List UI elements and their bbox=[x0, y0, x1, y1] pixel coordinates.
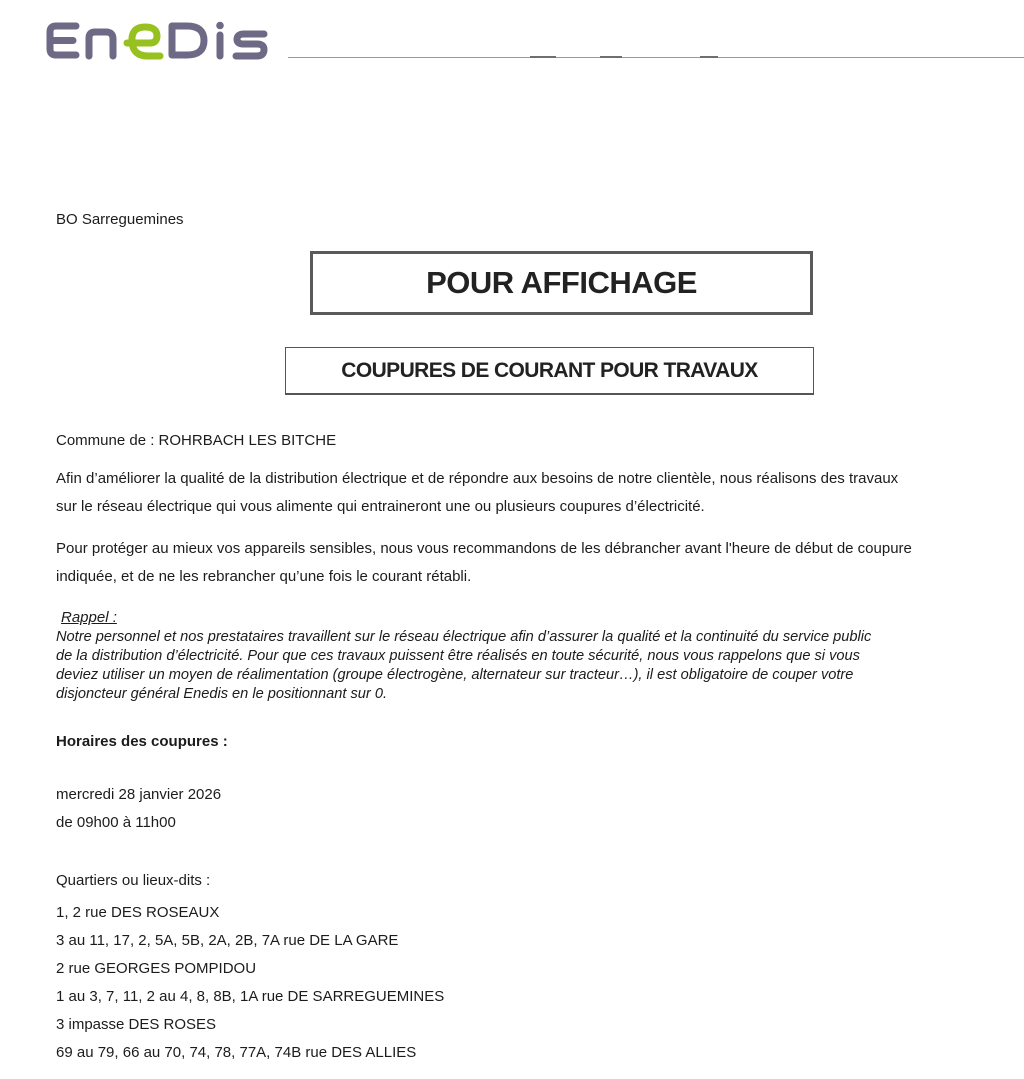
commune-line: Commune de : ROHRBACH LES BITCHE bbox=[56, 432, 337, 449]
areas-heading: Quartiers ou lieux-dits : bbox=[56, 872, 211, 889]
rappel-line-3: deviez utiliser un moyen de réalimentation (groupe électrogène, alternateur sur tracteur…), il est obligatoire de couper votre bbox=[56, 667, 854, 683]
rappel-heading-colon: : bbox=[108, 609, 117, 626]
subtitle-box bbox=[285, 347, 814, 395]
address-item: 69 au 79, 66 au 70, 74, 78, 77A, 74B rue DES ALLIES bbox=[56, 1044, 417, 1061]
intro-line-2: sur le réseau électrique qui vous alimente qui entraineront une ou plusieurs coupures d’électricité. bbox=[56, 498, 705, 515]
rappel-line-4: disjoncteur général Enedis en le positionnant sur 0. bbox=[56, 686, 388, 702]
schedule-heading: Horaires des coupures : bbox=[56, 733, 228, 750]
title-box bbox=[310, 251, 813, 315]
address-item: 1, 2 rue DES ROSEAUX bbox=[56, 904, 220, 921]
intro-line-1: Afin d’améliorer la qualité de la distribution électrique et de répondre aux besoins de notre clientèle, nous réalisons des travaux bbox=[56, 470, 899, 487]
address-item: 1 au 3, 7, 11, 2 au 4, 8, 8B, 1A rue DE SARREGUEMINES bbox=[56, 988, 445, 1005]
advice-line-1: Pour protéger au mieux vos appareils sensibles, nous vous recommandons de les débrancher avant l'heure de début de coupure bbox=[56, 540, 912, 557]
intro-paragraph bbox=[56, 465, 1006, 521]
rappel-paragraph bbox=[56, 628, 1016, 704]
address-item: 3 impasse DES ROSES bbox=[56, 1016, 217, 1033]
rappel-heading bbox=[61, 609, 117, 627]
advice-paragraph bbox=[56, 535, 1006, 591]
subtitle-text: COUPURES DE COURANT POUR TRAVAUX bbox=[341, 358, 758, 382]
advice-line-2: indiquée, et de ne les rebrancher qu’une fois le courant rétabli. bbox=[56, 568, 472, 585]
rappel-line-2: de la distribution d’électricité. Pour que ces travaux puissent être réalisés en toute sécurité, nous vous rappelons que si vous bbox=[56, 648, 860, 664]
address-item: 2 rue GEORGES POMPIDOU bbox=[56, 960, 257, 977]
enedis-logo bbox=[44, 12, 272, 68]
rappel-line-1: Notre personnel et nos prestataires travaillent sur le réseau électrique afin d’assurer la qualité et la continuité du service public bbox=[56, 629, 872, 645]
address-item: 3 au 11, 17, 2, 5A, 5B, 2A, 2B, 7A rue DE LA GARE bbox=[56, 932, 399, 949]
office-name: BO Sarreguemines bbox=[56, 211, 184, 228]
header-divider bbox=[288, 57, 1024, 58]
address-list bbox=[56, 899, 444, 1067]
title-text: POUR AFFICHAGE bbox=[426, 265, 697, 300]
outage-time: de 09h00 à 11h00 bbox=[56, 814, 176, 831]
rappel-heading-text: Rappel bbox=[61, 609, 109, 626]
outage-date: mercredi 28 janvier 2026 bbox=[56, 786, 222, 803]
